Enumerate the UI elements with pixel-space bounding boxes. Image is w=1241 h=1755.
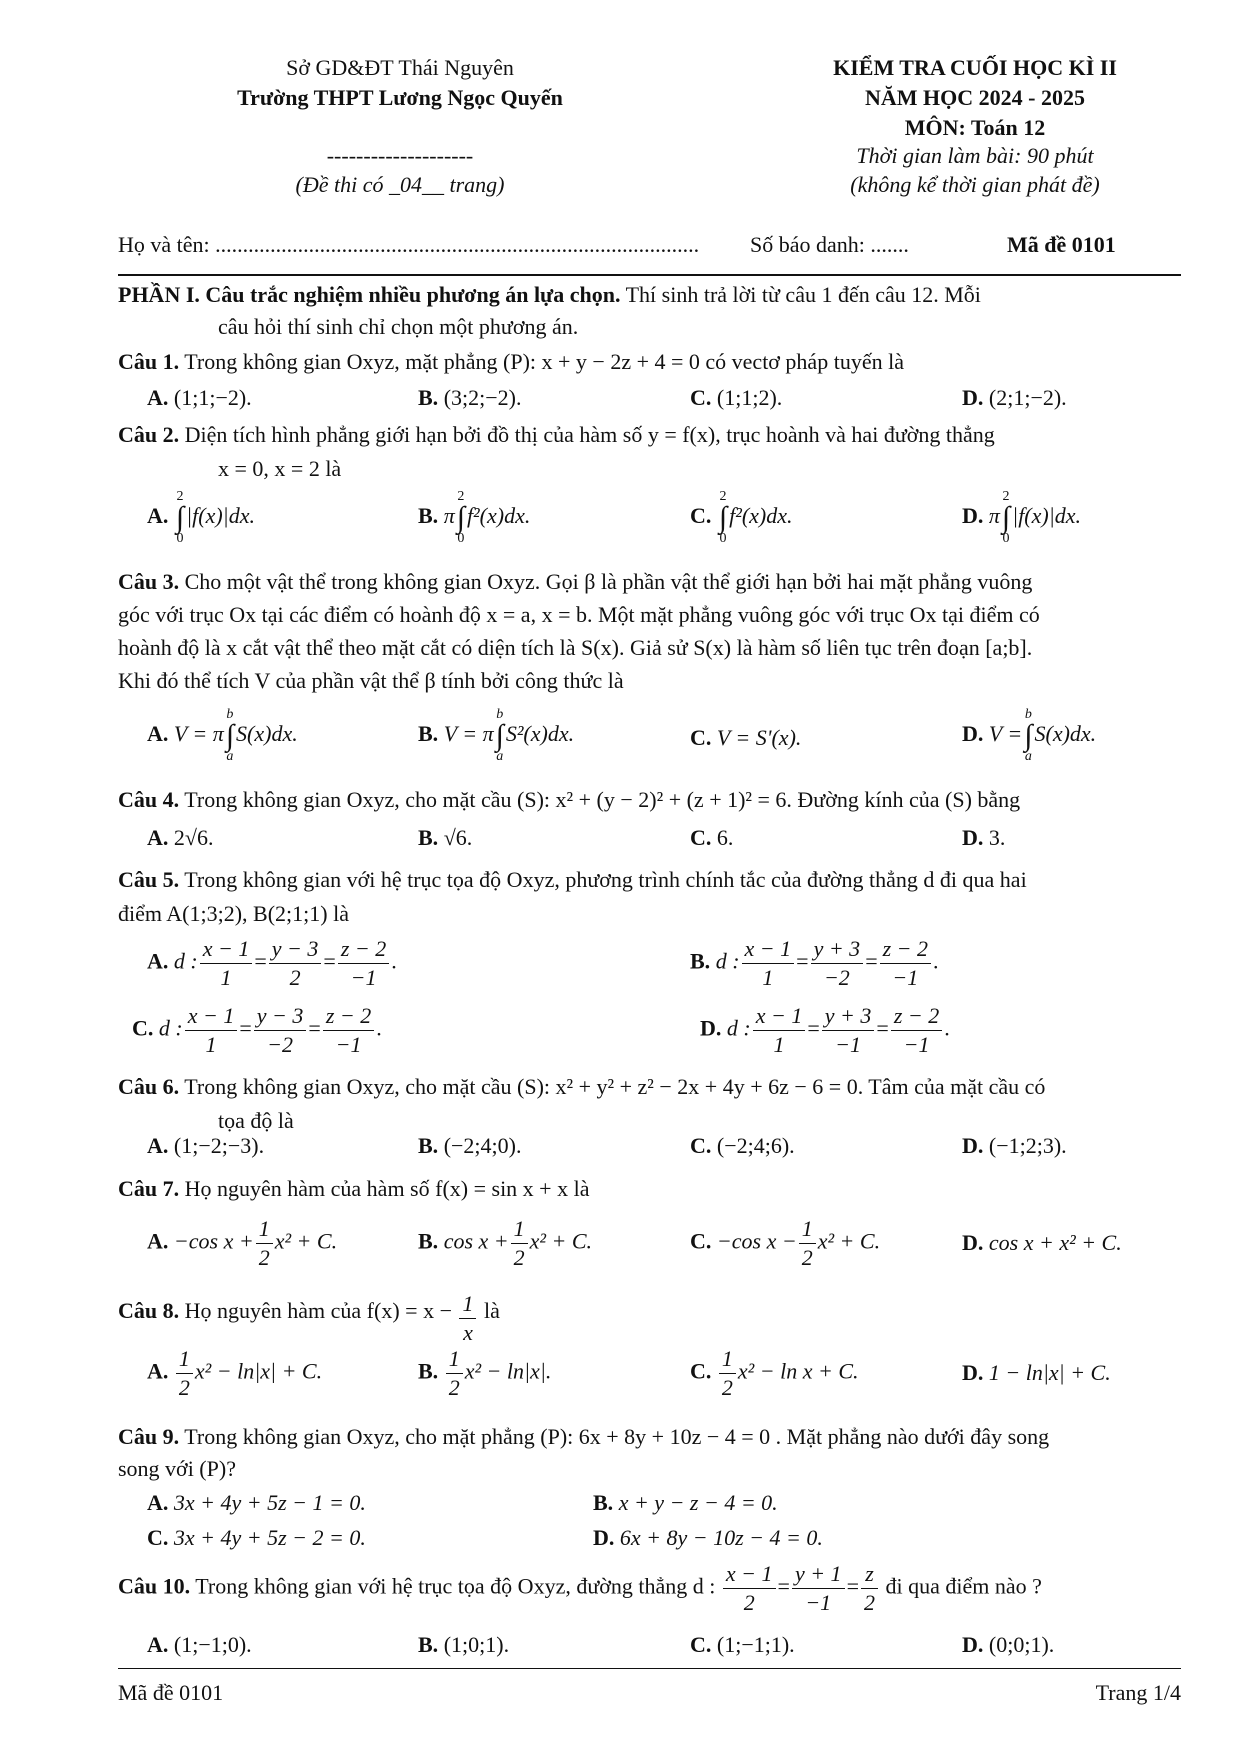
option-letter: C. [690,1133,712,1158]
option-letter: B. [418,1632,439,1657]
option-d[interactable] [962,490,1081,546]
part1-desc: Thí sinh trả lời từ câu 1 đến câu 12. Mỗi [620,282,981,307]
question-label: Câu 3. [118,569,180,594]
option-c[interactable] [690,385,782,411]
question-label: Câu 7. [118,1176,180,1201]
option-letter: C. [690,1228,712,1254]
question-text-end: đi qua điểm nào ? [885,1573,1042,1599]
question-3 [118,565,1178,598]
question-3-line4: Khi đó thể tích V của phần vật thể β tính bởi công thức là [118,668,624,693]
exam-code: Mã đề 0101 [1007,232,1116,257]
option-text: (−1;2;3). [988,1133,1067,1158]
part1-heading [118,278,1178,311]
option-b[interactable]: B. cos x + $\frac{1}{2}$ x² + C. [418,1216,593,1270]
question-text: Cho một vật thể trong không gian Oxyz. Gọi β là phần vật thể giới hạn bởi hai mặt phẳng vuông [179,569,1033,594]
option-d[interactable] [962,1133,1067,1159]
option-b[interactable] [418,385,521,411]
option-b[interactable] [418,825,472,851]
option-c[interactable] [690,1133,795,1159]
question-label: Câu 9. [118,1424,180,1449]
option-c[interactable]: C. −cos x − $\frac{1}{2}$ x² + C. [690,1216,881,1270]
option-letter: D. [962,1230,984,1255]
option-letter: A. [147,1490,169,1515]
option-letter: B. [418,503,439,529]
option-d[interactable] [962,1632,1054,1658]
option-letter: B. [418,1358,439,1384]
header-rule [118,274,1181,276]
option-c[interactable] [690,1632,795,1658]
option-text: (1;1;−2). [173,385,252,410]
option-text: V = S'(x). [716,725,802,750]
option-text: S(x)dx. [1034,721,1097,747]
question-5-line2: điểm A(1;3;2), B(2;1;1) là [118,901,349,926]
question-10: Câu 10. Trong không gian với hệ trục tọa độ Oxyz, đường thẳng d : $\frac{x - 1}{2}$ = $\frac{y + 1}{-1}$ = $\frac{z}{2}$ đi qua điểm nào ? [118,1561,1042,1615]
question-text: Họ nguyên hàm của hàm số f(x) = sin x + x là [179,1176,590,1201]
question-2 [118,418,1178,451]
option-a[interactable] [147,708,298,764]
question-label: Câu 6. [118,1074,180,1099]
option-text: S²(x)dx. [505,721,575,747]
option-letter: C. [690,725,712,750]
question-text: Trong không gian Oxyz, mặt phẳng (P): x + y − 2z + 4 = 0 có vectơ pháp tuyến là [179,349,904,374]
option-c[interactable] [690,490,793,546]
option-letter: D. [962,1632,984,1657]
option-d[interactable] [962,708,1096,764]
subject: MÔN: Toán 12 [904,115,1046,140]
option-letter: B. [418,825,439,850]
integral-sign: 2 ∫ 0 [1001,489,1011,546]
option-letter: C. [690,503,712,529]
pi-symbol: π [443,503,455,529]
name-field-label: Họ và tên: ........................................................................................ [118,232,700,257]
option-a[interactable]: A. $\frac{1}{2}$ x² − ln|x| + C. [147,1346,323,1400]
option-text: 3x + 4y + 5z − 1 = 0. [173,1490,366,1515]
option-d[interactable]: D. 1 − ln|x| + C. [962,1360,1111,1385]
option-text: 6x + 8y − 10z − 4 = 0. [619,1525,823,1550]
option-letter: B. [593,1490,614,1515]
option-text: (1;−1;0). [173,1632,252,1657]
option-letter: B. [418,1133,439,1158]
option-text: S(x)dx. [236,721,298,747]
option-letter: A. [147,948,169,974]
option-letter: C. [690,1358,712,1384]
option-letter: B. [418,1228,439,1254]
option-text: f²(x)dx. [729,503,793,529]
question-text: Trong không gian Oxyz, cho mặt cầu (S): x² + y² + z² − 2x + 4y + 6z − 6 = 0. Tâm của mặt cầu có [179,1074,1046,1099]
option-letter: C. [690,1632,712,1657]
option-letter: A. [147,721,169,747]
option-a[interactable] [147,385,252,411]
school-name: Trường THPT Lương Ngọc Quyến [237,85,563,110]
question-text: Trong không gian Oxyz, cho mặt cầu (S): x² + (y − 2)² + (z + 1)² = 6. Đường kính của (S) bằng [179,787,1021,812]
option-text: √6. [443,825,473,850]
exam-title: KIỂM TRA CUỐI HỌC KÌ II [833,55,1117,80]
question-3-line2: góc với trục Ox tại các điểm có hoành độ x = a, x = b. Một mặt phẳng vuông góc với trục Ox tại điểm có [118,602,1040,627]
divider-dashes: -------------------- [326,143,474,168]
option-c[interactable]: C. $\frac{1}{2}$ x² − ln x + C. [690,1346,859,1400]
option-a[interactable]: A. d : $\frac{x - 1}{1}$ = $\frac{y - 3}{2}$ = $\frac{z - 2}{-1}$ . [147,936,397,990]
option-letter: A. [147,1228,169,1254]
footer-exam-code: Mã đề 0101 [118,1680,224,1705]
integral-sign: 2 ∫ 0 [456,489,465,546]
option-text: 3x + 4y + 5z − 2 = 0. [173,1525,366,1550]
option-text: (1;1;2). [716,385,783,410]
option-letter: D. [962,1133,984,1158]
option-text: 2√6. [173,825,214,850]
question-7 [118,1172,1178,1205]
option-a[interactable] [147,1632,252,1658]
integral-sign: 2 ∫ 0 [175,489,185,546]
option-text: (0;0;1). [988,1632,1055,1657]
option-d[interactable] [962,825,1005,851]
part1-desc-line2: câu hỏi thí sinh chỉ chọn một phương án. [218,314,579,339]
option-letter: B. [418,385,439,410]
question-label: Câu 8. [118,1298,180,1323]
option-c[interactable] [690,825,733,851]
option-text: (−2;4;6). [716,1133,795,1158]
footer-rule [118,1668,1181,1669]
option-letter: A. [147,1358,169,1384]
question-label: Câu 5. [118,867,180,892]
question-label: Câu 4. [118,787,180,812]
option-c[interactable]: C. d : $\frac{x - 1}{1}$ = $\frac{y - 3}{-2}$ = $\frac{z - 2}{-1}$ . [132,1003,382,1057]
option-letter: C. [690,385,712,410]
option-letter: A. [147,1133,169,1158]
option-text: (1;0;1). [443,1632,510,1657]
candidate-id-label: Số báo danh: ....... [750,232,909,257]
school-year: NĂM HỌC 2024 - 2025 [865,85,1085,110]
option-c[interactable] [690,725,801,751]
option-text: f²(x)dx. [466,503,531,529]
question-text: Trong không gian với hệ trục tọa độ Oxyz, đường thẳng d : [190,1573,716,1599]
option-a[interactable] [147,1133,264,1159]
department: Sở GD&ĐT Thái Nguyên [286,55,514,80]
question-label: Câu 2. [118,422,180,447]
page-number: Trang 1/4 [1095,1680,1181,1705]
question-8: Câu 8. Họ nguyên hàm của f(x) = x − $\frac{1}{x}$ là [118,1291,500,1345]
option-d[interactable] [962,385,1067,411]
integral-sign: b ∫ a [495,707,504,764]
option-letter: A. [147,1632,169,1657]
option-b[interactable] [418,708,574,764]
option-text: (1;−1;1). [716,1632,795,1657]
pages-note: (Đề thi có _04__ trang) [295,172,505,197]
question-9-line2: song với (P)? [118,1456,236,1481]
option-b[interactable] [593,1490,778,1516]
option-b[interactable] [418,490,530,546]
question-1 [118,345,1178,378]
question-text-end: là [483,1298,500,1323]
option-b[interactable]: B. d : $\frac{x - 1}{1}$ = $\frac{y + 3}{-2}$ = $\frac{z - 2}{-1}$ . [690,936,939,990]
question-text: Trong không gian với hệ trục tọa độ Oxyz, phương trình chính tắc của đường thẳng d đi qua hai [179,867,1027,892]
option-letter: D. [962,721,984,747]
option-d[interactable]: D. cos x + x² + C. [962,1230,1122,1255]
option-letter: D. [593,1525,615,1550]
question-label: Câu 1. [118,349,180,374]
option-letter: C. [147,1525,169,1550]
option-letter: B. [418,721,439,747]
question-label: Câu 10. [118,1573,191,1599]
option-text: (−2;4;0). [443,1133,522,1158]
option-text: |f(x)|dx. [1012,503,1082,529]
pi-symbol: π [988,503,1000,529]
option-text: (3;2;−2). [443,385,522,410]
option-a[interactable] [147,825,213,851]
option-a[interactable] [147,490,255,546]
option-c[interactable] [147,1525,366,1551]
option-letter: D. [962,1360,984,1385]
option-letter: A. [147,825,169,850]
option-a[interactable]: A. −cos x + $\frac{1}{2}$ x² + C. [147,1216,338,1270]
option-letter: B. [690,948,711,974]
question-text: Diện tích hình phẳng giới hạn bởi đồ thị của hàm số y = f(x), trục hoành và hai đường thẳng [179,422,995,447]
option-a[interactable] [147,1490,366,1516]
question-2-line2: x = 0, x = 2 là [218,456,342,481]
option-text: (1;−2;−3). [173,1133,265,1158]
integral-sign: b ∫ a [1024,707,1033,764]
option-d[interactable] [593,1525,823,1551]
question-5 [118,863,1178,896]
option-letter: A. [147,503,169,529]
option-text: 3. [988,825,1006,850]
option-text: x + y − z − 4 = 0. [618,1490,778,1515]
question-text: Trong không gian Oxyz, cho mặt phẳng (P): 6x + 8y + 10z − 4 = 0 . Mặt phẳng nào dưới đây song [179,1424,1050,1449]
question-6-line2: tọa độ là [218,1108,294,1133]
formula-prefix: V = π [443,721,494,747]
option-b[interactable] [418,1632,509,1658]
option-b[interactable]: B. $\frac{1}{2}$ x² − ln|x|. [418,1346,552,1400]
option-letter: A. [147,385,169,410]
integral-sign: b ∫ a [225,707,235,764]
option-letter: C. [690,825,712,850]
option-text: |f(x)|dx. [186,503,255,529]
integral-sign: 2 ∫ 0 [718,489,728,546]
formula-prefix: V = π [173,721,224,747]
time-limit: Thời gian làm bài: 90 phút [856,143,1094,168]
option-text: (2;1;−2). [988,385,1067,410]
option-b[interactable] [418,1133,521,1159]
option-d[interactable]: D. d : $\frac{x - 1}{1}$ = $\frac{y + 3}{-1}$ = $\frac{z - 2}{-1}$ . [700,1003,950,1057]
question-text: Họ nguyên hàm của f(x) = x − [179,1298,452,1323]
option-text: 6. [716,825,734,850]
option-letter: D. [962,503,984,529]
question-3-line3: hoành độ là x cắt vật thể theo mặt cắt có diện tích là S(x). Giả sử S(x) là hàm số liên tục trên đoạn [a;b]. [118,635,1033,660]
option-letter: C. [132,1015,154,1041]
option-letter: D. [962,825,984,850]
option-letter: D. [700,1015,722,1041]
time-note: (không kể thời gian phát đề) [850,172,1100,197]
question-9 [118,1420,1178,1453]
option-letter: D. [962,385,984,410]
formula-prefix: V = [988,721,1023,747]
question-4 [118,783,1178,816]
part1-title: PHẦN I. Câu trắc nghiệm nhiều phương án lựa chọn. [118,282,621,307]
question-6 [118,1070,1178,1103]
